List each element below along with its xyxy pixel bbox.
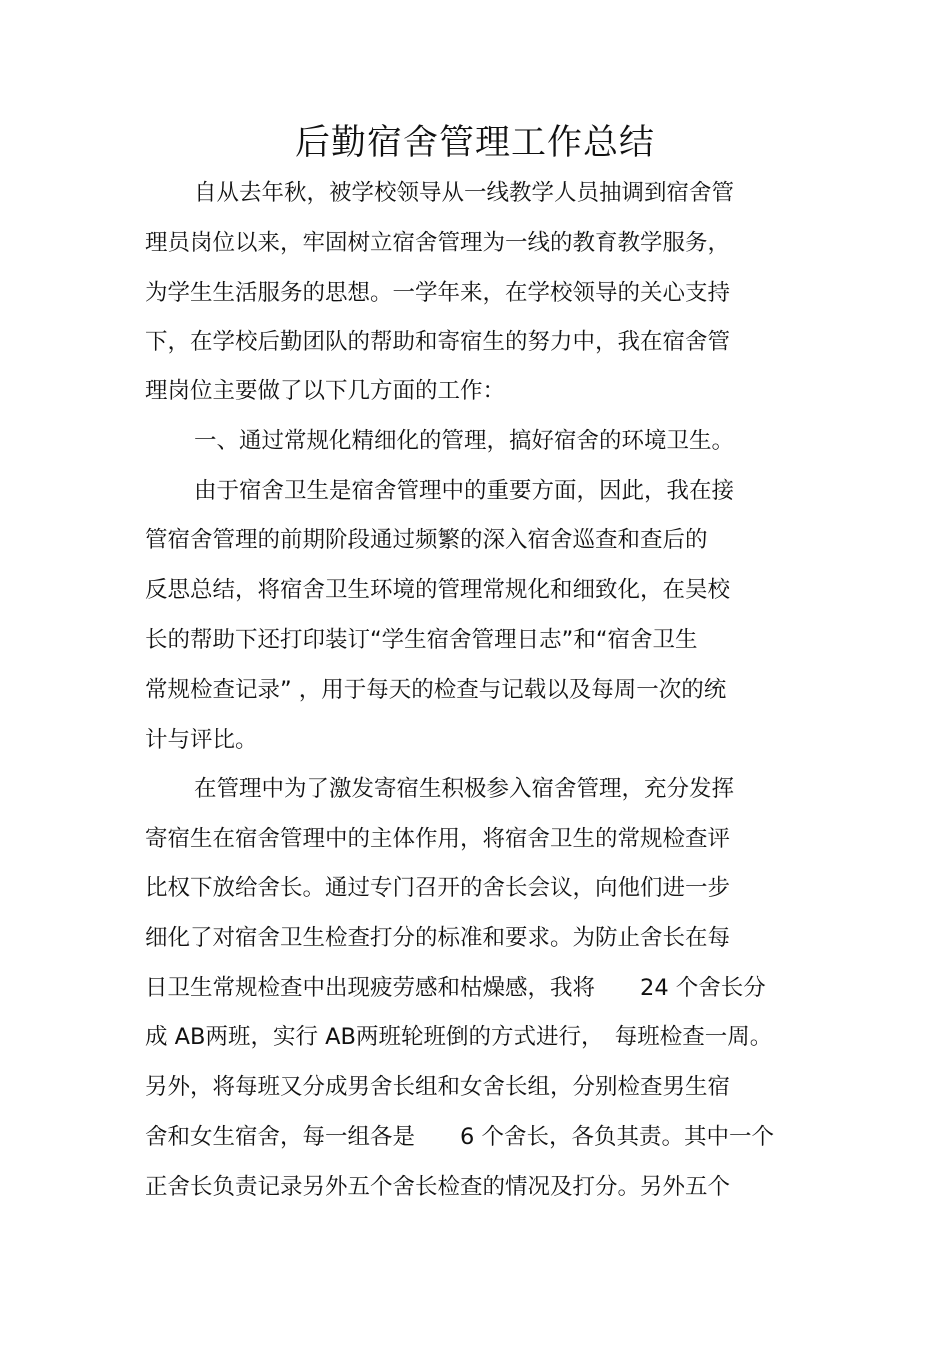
- document-title: 后勤宿舍管理工作总结: [294, 123, 655, 163]
- paragraph-line: 成 AB两班，实行 AB两班轮班倒的方式进行， 每班检查一周。: [145, 1024, 773, 1050]
- paragraph-line: 另外，将每班又分成男舍长组和女舍长组，分别检查男生宿: [145, 1074, 731, 1100]
- paragraph-line: 理员岗位以来，牢固树立宿舍管理为一线的教育教学服务，: [145, 230, 731, 256]
- paragraph-line: 自从去年秋，被学校领导从一线教学人员抽调到宿舍管: [194, 180, 735, 206]
- paragraph-line: 为学生生活服务的思想。一学年来，在学校领导的关心支持: [145, 280, 731, 306]
- paragraph-line: 舍和女生宿舍，每一组各是 6 个舍长，各负其责。其中一个: [145, 1124, 774, 1150]
- paragraph-line: 日卫生常规检查中出现疲劳感和枯燥感，我将 24 个舍长分: [145, 975, 766, 1001]
- paragraph-line: 理岗位主要做了以下几方面的工作：: [145, 378, 506, 404]
- paragraph-line: 比权下放给舍长。通过专门召开的舍长会议，向他们进一步: [145, 875, 731, 901]
- paragraph-line: 长的帮助下还打印装订“学生宿舍管理日志”和“宿舍卫生: [145, 627, 698, 653]
- paragraph-line: 管宿舍管理的前期阶段通过频繁的深入宿舍巡查和查后的: [145, 527, 708, 553]
- paragraph-line: 计与评比。: [145, 727, 258, 753]
- paragraph-line: 下，在学校后勤团队的帮助和寄宿生的努力中，我在宿舍管: [145, 329, 731, 355]
- section-heading: 一、通过常规化精细化的管理，搞好宿舍的环境卫生。: [194, 428, 735, 454]
- paragraph-line: 寄宿生在宿舍管理中的主体作用，将宿舍卫生的常规检查评: [145, 826, 731, 852]
- paragraph-line: 由于宿舍卫生是宿舍管理中的重要方面，因此，我在接: [194, 478, 735, 504]
- paragraph-line: 反思总结，将宿舍卫生环境的管理常规化和细致化，在吴校: [145, 577, 731, 603]
- paragraph-line: 细化了对宿舍卫生检查打分的标准和要求。为防止舍长在每: [145, 925, 731, 951]
- paragraph-line: 在管理中为了激发寄宿生积极参入宿舍管理，充分发挥: [194, 776, 735, 802]
- paragraph-line: 正舍长负责记录另外五个舍长检查的情况及打分。另外五个: [145, 1174, 731, 1200]
- paragraph-line: 常规检查记录” ，用于每天的检查与记载以及每周一次的统: [145, 677, 727, 703]
